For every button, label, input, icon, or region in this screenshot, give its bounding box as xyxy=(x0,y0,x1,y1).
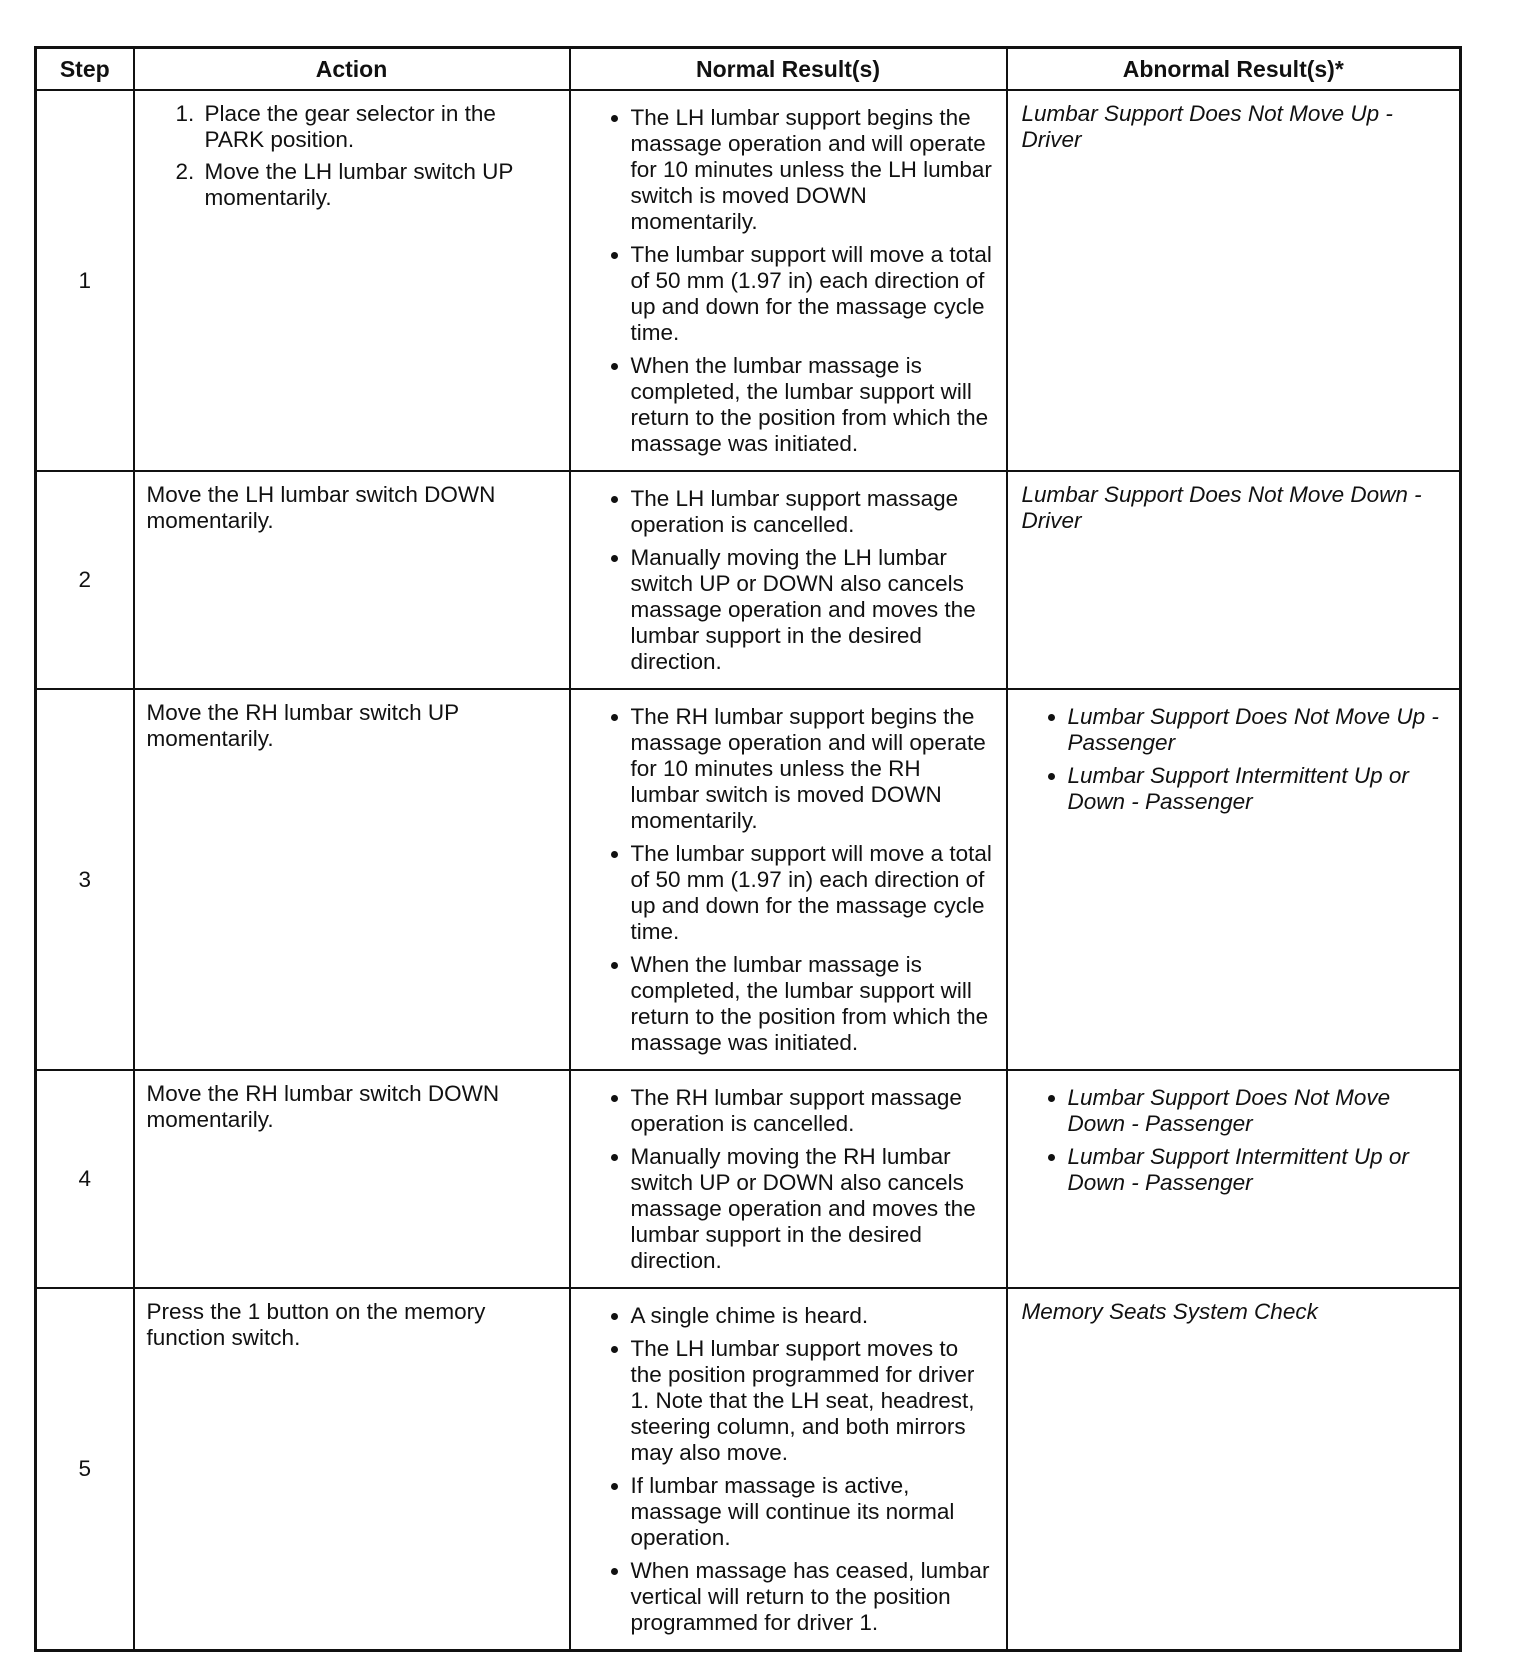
header-abnormal-results: Abnormal Result(s)* xyxy=(1007,48,1461,91)
abnormal-results-cell: Lumbar Support Does Not Move Up - Driver xyxy=(1007,90,1461,471)
abnormal-result-item: • Lumbar Support Does Not Move Up - Passenger xyxy=(1068,704,1450,756)
table-row xyxy=(36,689,1461,1070)
abnormal-results-list xyxy=(1042,1085,1450,1196)
table-row xyxy=(36,471,1461,689)
step-number: 1 xyxy=(36,90,134,471)
normal-result-item: • If lumbar massage is active, massage will continue its normal operation. xyxy=(631,1473,996,1551)
normal-result-item: • The LH lumbar support moves to the position programmed for driver 1. Note that the LH seat, headrest, steering column, and both mirrors may also move. xyxy=(631,1336,996,1466)
abnormal-results-cell: Lumbar Support Does Not Move Down - Driver xyxy=(1007,471,1461,689)
step-number: 3 xyxy=(36,689,134,1070)
table-row xyxy=(36,90,1461,471)
normal-result-item: • When the lumbar massage is completed, the lumbar support will return to the position from which the massage was initiated. xyxy=(631,952,996,1056)
action-cell xyxy=(134,90,570,471)
normal-results-cell xyxy=(570,471,1007,689)
action-item: 1. Place the gear selector in the PARK position. xyxy=(201,101,555,153)
diagnostic-table xyxy=(34,46,1462,1652)
normal-result-item: • A single chime is heard. xyxy=(631,1303,996,1329)
normal-result-item: • When the lumbar massage is completed, the lumbar support will return to the position from which the massage was initiated. xyxy=(631,353,996,457)
abnormal-results-cell xyxy=(1007,689,1461,1070)
normal-results-list xyxy=(605,105,996,457)
normal-results-cell xyxy=(570,90,1007,471)
normal-result-item: • The lumbar support will move a total of 50 mm (1.97 in) each direction of up and down for the massage cycle time. xyxy=(631,242,996,346)
normal-result-item: • The LH lumbar support begins the massage operation and will operate for 10 minutes unless the LH lumbar switch is moved DOWN momentarily. xyxy=(631,105,996,235)
normal-results-list xyxy=(605,704,996,1056)
action-cell: Move the RH lumbar switch UP momentarily. xyxy=(134,689,570,1070)
normal-result-item: • Manually moving the LH lumbar switch UP or DOWN also cancels massage operation and moves the lumbar support in the desired direction. xyxy=(631,545,996,675)
table-row xyxy=(36,1070,1461,1288)
normal-results-list xyxy=(605,1303,996,1636)
action-cell: Move the LH lumbar switch DOWN momentarily. xyxy=(134,471,570,689)
header-normal-results: Normal Result(s) xyxy=(570,48,1007,91)
action-list xyxy=(147,101,555,211)
action-cell: Move the RH lumbar switch DOWN momentarily. xyxy=(134,1070,570,1288)
header-row xyxy=(36,48,1461,91)
header-action: Action xyxy=(134,48,570,91)
action-cell: Press the 1 button on the memory function switch. xyxy=(134,1288,570,1651)
abnormal-results-cell: Memory Seats System Check xyxy=(1007,1288,1461,1651)
normal-result-item: • When massage has ceased, lumbar vertical will return to the position programmed for driver 1. xyxy=(631,1558,996,1636)
normal-result-item: • The RH lumbar support begins the massage operation and will operate for 10 minutes unless the RH lumbar switch is moved DOWN momentarily. xyxy=(631,704,996,834)
abnormal-results-cell xyxy=(1007,1070,1461,1288)
step-number: 4 xyxy=(36,1070,134,1288)
table-row xyxy=(36,1288,1461,1651)
normal-results-list xyxy=(605,1085,996,1274)
normal-results-list xyxy=(605,486,996,675)
header-step: Step xyxy=(36,48,134,91)
table-header xyxy=(36,48,1461,91)
normal-results-cell xyxy=(570,689,1007,1070)
normal-results-cell xyxy=(570,1070,1007,1288)
abnormal-result-item: • Lumbar Support Intermittent Up or Down - Passenger xyxy=(1068,763,1450,815)
normal-result-item: • Manually moving the RH lumbar switch UP or DOWN also cancels massage operation and moves the lumbar support in the desired direction. xyxy=(631,1144,996,1274)
step-number: 5 xyxy=(36,1288,134,1651)
action-item: 2. Move the LH lumbar switch UP momentarily. xyxy=(201,159,555,211)
normal-result-item: • The LH lumbar support massage operation is cancelled. xyxy=(631,486,996,538)
normal-results-cell xyxy=(570,1288,1007,1651)
step-number: 2 xyxy=(36,471,134,689)
abnormal-result-item: • Lumbar Support Intermittent Up or Down - Passenger xyxy=(1068,1144,1450,1196)
normal-result-item: • The lumbar support will move a total of 50 mm (1.97 in) each direction of up and down for the massage cycle time. xyxy=(631,841,996,945)
normal-result-item: • The RH lumbar support massage operation is cancelled. xyxy=(631,1085,996,1137)
abnormal-result-item: • Lumbar Support Does Not Move Down - Passenger xyxy=(1068,1085,1450,1137)
abnormal-results-list xyxy=(1042,704,1450,815)
